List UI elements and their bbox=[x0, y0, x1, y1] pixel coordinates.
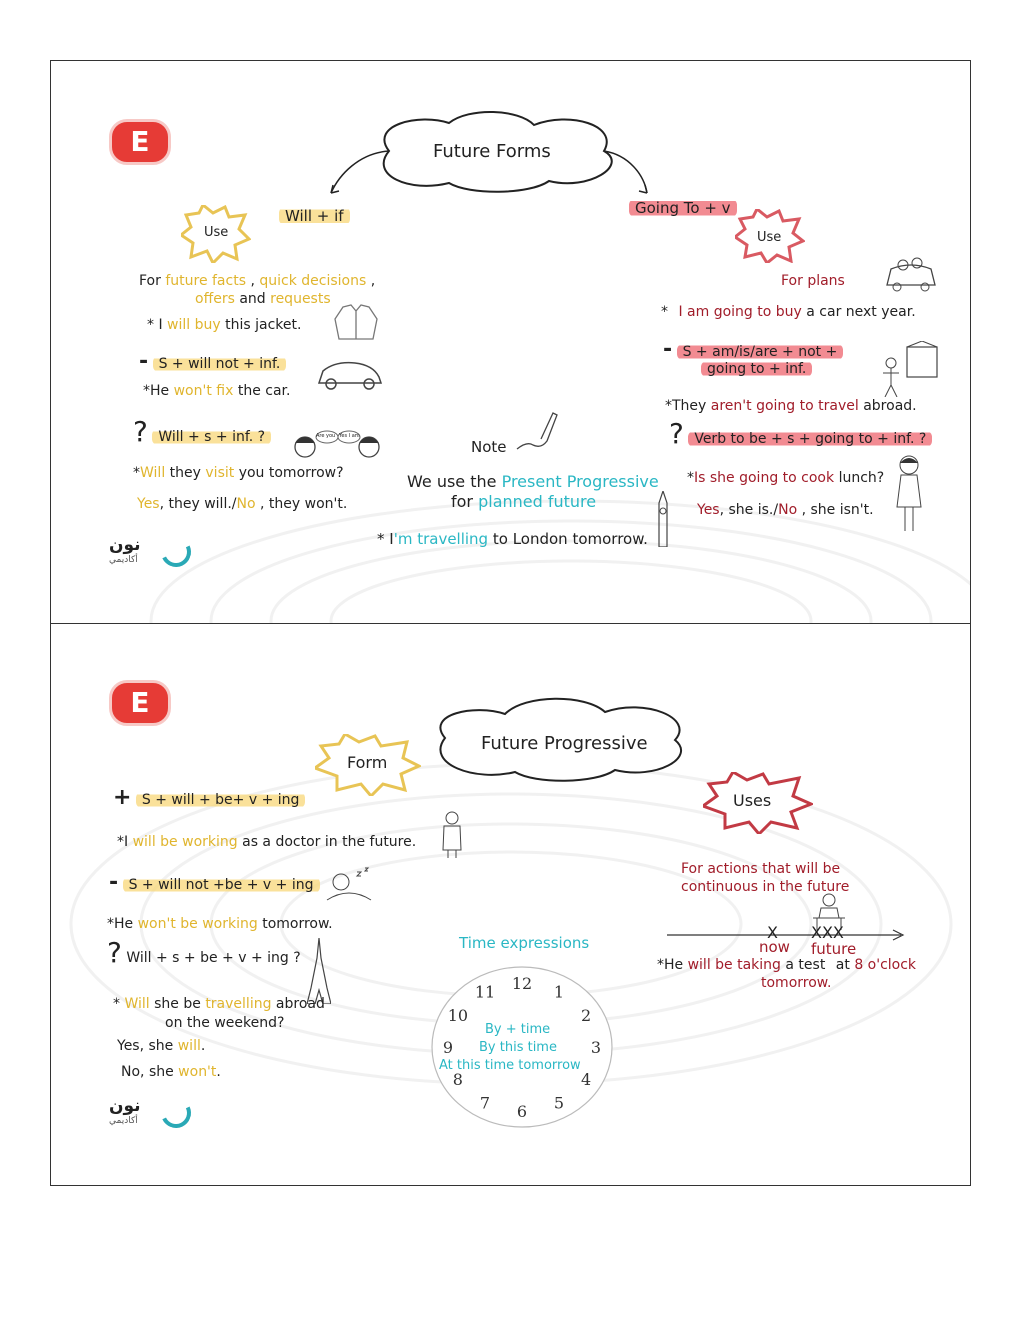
brand-name: نون bbox=[109, 535, 141, 555]
will-ex-pos-star: * bbox=[147, 317, 154, 333]
speech-bubble-1: Are you bbox=[316, 433, 336, 439]
note-line1-b: Present Progressive bbox=[501, 472, 659, 491]
brand-logo bbox=[109, 535, 141, 565]
brand-logo bbox=[109, 1096, 141, 1126]
will-neg-symbol: - bbox=[139, 349, 149, 374]
will-neg-form: S + will not + inf. bbox=[153, 356, 287, 372]
going-ans-2: , she is./ bbox=[719, 502, 779, 518]
going-neg-form-2: going to + inf. bbox=[701, 361, 812, 377]
future-progressive-panel bbox=[50, 623, 971, 1186]
ex-q-6: on the weekend? bbox=[165, 1015, 285, 1031]
going-ex-neg-3: abroad. bbox=[863, 398, 917, 414]
uses-1: actions that will be bbox=[707, 861, 841, 877]
time-expr-3: At this time tomorrow bbox=[439, 1058, 581, 1073]
will-ex-q-4: visit bbox=[205, 465, 235, 481]
timeline-now-mark: X bbox=[767, 923, 778, 942]
clock-number: 4 bbox=[581, 1070, 592, 1089]
two-kids-talking-icon bbox=[293, 427, 381, 463]
timeline-future-marks: XXX bbox=[811, 923, 844, 942]
going-neg-form-1: S + am/is/are + not + bbox=[677, 344, 844, 360]
ex-neg-3: tomorrow. bbox=[262, 916, 333, 932]
going-ex-pos-1: I am going to buy bbox=[678, 304, 802, 320]
page-title: Future Progressive bbox=[481, 733, 648, 754]
now-label: now bbox=[759, 938, 790, 956]
going-for-label: For bbox=[781, 273, 803, 289]
brand-swoosh-icon bbox=[157, 1094, 195, 1132]
ex-use-5: 8 o'clock bbox=[854, 957, 917, 973]
going-use-1: plans bbox=[807, 273, 845, 289]
brand-sub: أكاديمي bbox=[109, 555, 138, 565]
uses-for: For bbox=[681, 861, 703, 877]
note-ex-1: * I bbox=[377, 530, 394, 548]
will-ex-neg-1: *He bbox=[143, 383, 170, 399]
clock-number: 3 bbox=[590, 1038, 602, 1057]
will-ans-3: No bbox=[236, 496, 256, 512]
q-symbol: ? bbox=[107, 936, 122, 969]
clock-number: 6 bbox=[516, 1102, 528, 1121]
will-ans-2: , they will./ bbox=[159, 496, 237, 512]
q-form: Will + s + be + v + ing ? bbox=[126, 950, 301, 966]
note-ex-3: to London tomorrow. bbox=[492, 530, 648, 548]
clock-number: 7 bbox=[479, 1093, 491, 1113]
time-expressions-title: Time expressions bbox=[459, 934, 590, 952]
ans-no-3: . bbox=[216, 1064, 221, 1080]
ex-q-1: * bbox=[113, 996, 120, 1012]
page-title: Future Forms bbox=[433, 141, 551, 162]
going-heading: Going To + v bbox=[629, 199, 737, 217]
ex-pos-2: will be working bbox=[132, 834, 238, 850]
uses-2: continuous in the future bbox=[681, 879, 850, 895]
building-traveler-icon bbox=[879, 341, 941, 397]
note-label: Note bbox=[471, 438, 507, 456]
will-ex-q-5: you tomorrow? bbox=[238, 465, 344, 481]
form-label: Form bbox=[347, 753, 388, 772]
brand-swoosh-icon bbox=[157, 533, 195, 571]
note-line2-b: planned future bbox=[478, 492, 597, 511]
will-use-3: offers bbox=[195, 291, 235, 307]
ex-use-1: *He bbox=[657, 957, 684, 973]
will-ex-pos-3: this jacket. bbox=[225, 317, 302, 333]
going-ans-1: Yes bbox=[697, 502, 720, 518]
will-heading: Will + if bbox=[279, 207, 350, 225]
ex-use-4: at bbox=[835, 957, 850, 973]
going-ans-3: No bbox=[778, 502, 798, 518]
pos-form: S + will + be+ v + ing bbox=[136, 792, 306, 808]
girl-icon bbox=[891, 453, 927, 533]
will-use-2: quick decisions bbox=[259, 273, 367, 289]
clock-number: 8 bbox=[452, 1070, 463, 1089]
future-forms-panel bbox=[50, 60, 971, 625]
big-ben-icon bbox=[651, 491, 675, 547]
going-ex-neg-1: *They bbox=[665, 398, 707, 414]
will-ans-1: Yes bbox=[137, 496, 160, 512]
time-expr-2: By this time bbox=[479, 1040, 557, 1055]
will-comma-2: , bbox=[370, 273, 376, 289]
will-ans-4: , they won't. bbox=[260, 496, 348, 512]
doctor-icon bbox=[439, 810, 465, 858]
ans-no-1: No, she bbox=[121, 1064, 174, 1080]
clock-number: 11 bbox=[474, 982, 496, 1002]
will-ex-q-3: they bbox=[169, 465, 201, 481]
ans-no-2: won't bbox=[178, 1064, 217, 1080]
clock-number: 10 bbox=[447, 1006, 469, 1025]
ex-use-3: a test bbox=[785, 957, 826, 973]
will-ex-neg-2: won't fix bbox=[173, 383, 234, 399]
ex-neg-1: *He bbox=[107, 916, 134, 932]
ans-yes-3: . bbox=[200, 1038, 206, 1054]
family-car-icon bbox=[883, 251, 939, 295]
ex-q-4: travelling bbox=[205, 996, 272, 1012]
going-ex-q-1: * bbox=[687, 470, 694, 486]
neg-symbol: - bbox=[109, 870, 119, 895]
writing-hand-icon bbox=[513, 411, 559, 453]
will-use-1: future facts bbox=[165, 273, 246, 289]
car-icon bbox=[315, 357, 385, 391]
going-ans-4: , she isn't. bbox=[801, 502, 874, 518]
brand-name: نون bbox=[109, 1096, 141, 1116]
will-comma-1: , bbox=[250, 273, 255, 289]
will-q-symbol: ? bbox=[133, 415, 148, 448]
neg-form: S + will not +be + v + ing bbox=[123, 877, 320, 893]
speech-bubble-2: Yes I am bbox=[339, 433, 360, 439]
future-label: future bbox=[811, 940, 857, 958]
brand-sub: أكاديمي bbox=[109, 1116, 138, 1126]
clock-number: 1 bbox=[553, 982, 565, 1002]
going-q-form: Verb to be + s + going to + inf. ? bbox=[688, 431, 932, 447]
will-q-form: Will + s + inf. ? bbox=[152, 429, 271, 445]
ex-use-2: will be taking bbox=[687, 957, 781, 973]
clock-number: 12 bbox=[511, 974, 533, 993]
ex-q-5: abroad bbox=[275, 996, 325, 1012]
will-and-label: and bbox=[239, 291, 266, 307]
clock-number: 2 bbox=[581, 1006, 592, 1025]
ex-use-6: tomorrow. bbox=[761, 975, 832, 991]
e-logo: E bbox=[109, 119, 171, 165]
pos-symbol: + bbox=[113, 785, 132, 810]
going-neg-symbol: - bbox=[663, 337, 673, 362]
going-ex-pos-star: * bbox=[661, 304, 668, 320]
going-ex-q-3: lunch? bbox=[838, 470, 885, 486]
going-q-symbol: ? bbox=[669, 417, 684, 450]
will-use-label: Use bbox=[204, 225, 229, 240]
going-use-label: Use bbox=[757, 230, 782, 245]
will-for-label: For bbox=[139, 273, 161, 289]
uses-label: Uses bbox=[733, 791, 772, 810]
e-logo: E bbox=[109, 680, 171, 726]
will-ex-neg-3: the car. bbox=[237, 383, 291, 399]
clock-number: 5 bbox=[553, 1093, 565, 1113]
ex-q-3: she be bbox=[154, 996, 201, 1012]
going-ex-q-2: Is she going to cook bbox=[694, 470, 835, 486]
ex-pos-3: as a doctor in the future. bbox=[242, 834, 417, 850]
jacket-icon bbox=[331, 303, 381, 343]
will-ex-q-1: * bbox=[133, 465, 140, 481]
will-ex-pos-2: will buy bbox=[167, 317, 221, 333]
sleeping-person-icon bbox=[323, 866, 375, 906]
will-ex-pos-1: I bbox=[158, 317, 163, 333]
will-use-4: requests bbox=[270, 291, 331, 307]
note-line2-a: for bbox=[451, 492, 473, 511]
time-expr-1: By + time bbox=[485, 1022, 551, 1037]
ex-pos-1: *I bbox=[117, 834, 129, 850]
ex-q-2: Will bbox=[124, 996, 150, 1012]
going-ex-pos-2: a car next year. bbox=[806, 304, 916, 320]
note-line1-a: We use the bbox=[407, 472, 497, 491]
ex-neg-2: won't be working bbox=[137, 916, 258, 932]
note-ex-2: 'm travelling bbox=[393, 530, 489, 548]
going-ex-neg-2: aren't going to travel bbox=[710, 398, 859, 414]
ans-yes-1: Yes, she bbox=[117, 1038, 174, 1054]
clock-number: 9 bbox=[442, 1038, 454, 1057]
ans-yes-2: will bbox=[177, 1038, 201, 1054]
will-ex-q-2: Will bbox=[140, 465, 166, 481]
